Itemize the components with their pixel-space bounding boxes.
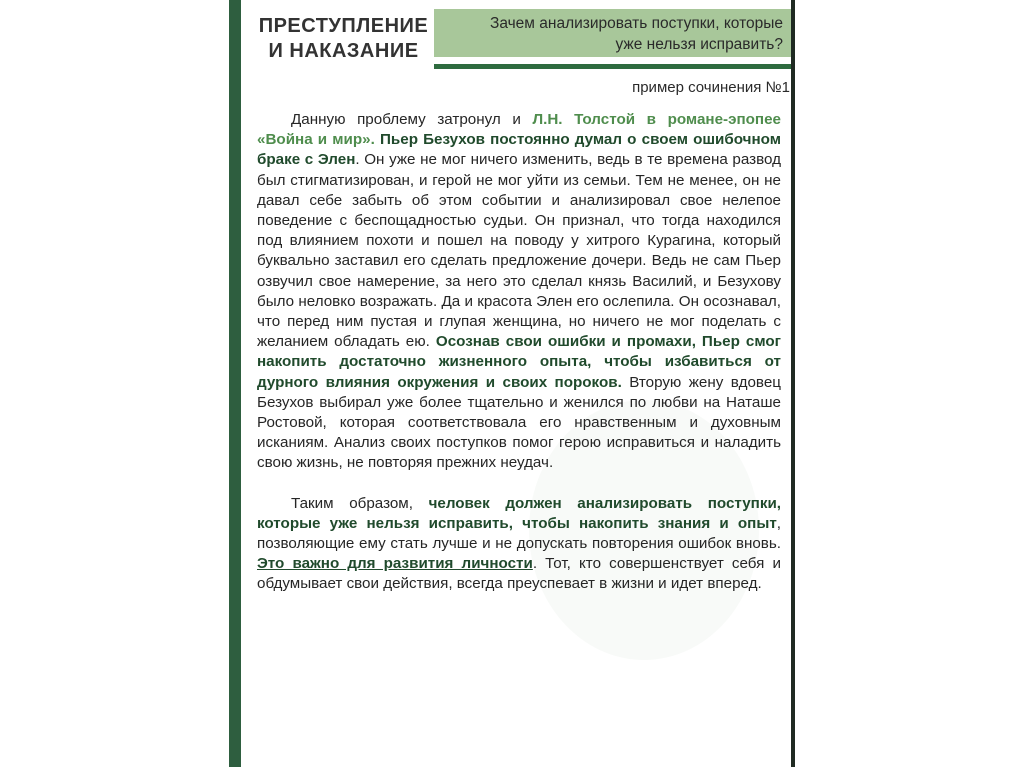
question-line-1: Зачем анализировать поступки, которые — [489, 15, 783, 32]
p1-highlight-pierre: Пьер Безухов постоянно думал о своем ошибочном браке с Элен — [257, 131, 781, 169]
p2-highlight-thesis: человек должен анализировать поступки, которые уже нельзя исправить, чтобы накопить знания и опыт — [257, 494, 782, 532]
question-line-2: уже нельзя исправить? — [615, 36, 783, 53]
p1-highlight-source: Л.Н. Толстой в романе-эпопее «Война и мир». — [257, 111, 781, 149]
p1-text-1: Данную проблему затронул и — [291, 111, 533, 128]
page-title — [251, 14, 436, 64]
question-banner — [434, 9, 791, 57]
p1-text-3: . Он уже не мог ничего изменить, ведь в те времена развод был стигматизирован, и герой не мог уйти из семьи. Тем не менее, он не давал себе забыть об этом событии и анализировал свое нелепое поведение с беспощадностью судьи. Он признал, что тогда находился под влиянием похоти и пошел на поводу у хитрого Курагина, который буквально заставил его сделать предложение дочери. Ведь не сам Пьер озвучил свое намерение, за него это сделал князь Василий, и Безухову было неловко возражать. Да и красота Элен его ослепила. Он осознавал, что перед ним пустая и глупая женщина, но ничего не мог поделать с желанием обладать ею. — [257, 151, 781, 351]
p2-text-2: , позволяющие ему стать лучше и не допускать повторения ошибок вновь. — [257, 514, 781, 553]
right-border-line — [791, 0, 795, 767]
p1-text-4: Вторую жену вдовец Безухов выбирал уже более тщательно и женился по любви на Наташе Ростовой, которая соответствовала его нравственным и духовным исканиям. Анализ своих поступков помог герою исправиться и наладить свою жизнь, не повторяя прежних неудач. — [257, 373, 781, 472]
essay-body — [257, 110, 781, 595]
left-accent-bar — [229, 0, 241, 767]
p1-highlight-conclusion: Осознав свои ошибки и промахи, Пьер смог накопить достаточно жизненного опыта, чтобы избавиться от дурного влияния окружения и своих пороков. — [257, 333, 782, 391]
essay-paragraph-2 — [257, 494, 781, 595]
title-line-1: ПРЕСТУПЛЕНИЕ — [258, 15, 429, 37]
essay-paragraph-1 — [257, 110, 781, 474]
header-divider — [434, 64, 791, 69]
p2-text-3: . Тот, кто совершенствует себя и обдумывает свои действия, всегда преуспевает в жизни и идет вперед. — [257, 555, 781, 593]
essay-page — [229, 0, 796, 767]
p2-text-1: Таким образом, — [291, 494, 429, 512]
p2-highlight-personality: Это важно для развития личности — [257, 555, 533, 573]
title-line-2: И НАКАЗАНИЕ — [268, 40, 419, 62]
example-label: пример сочинения №1 — [632, 79, 790, 96]
